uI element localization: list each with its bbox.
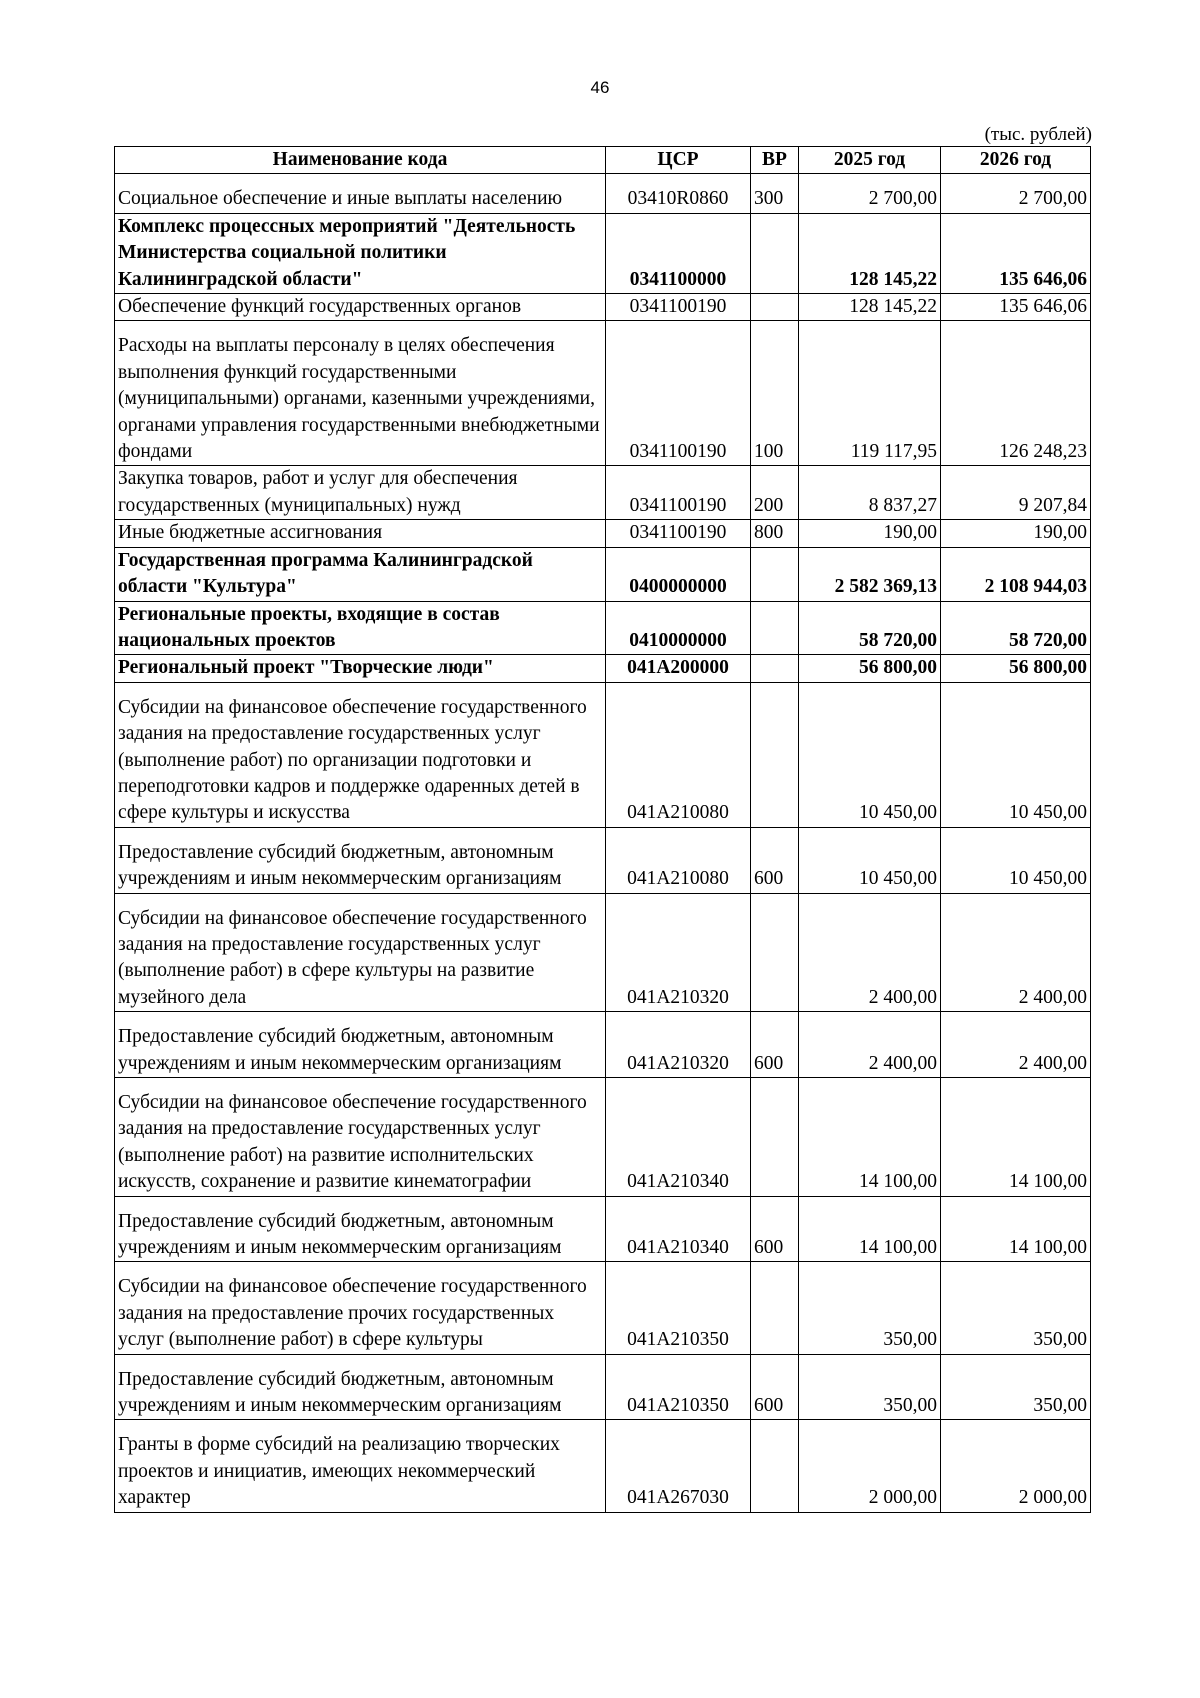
row-value-2026: 135 646,06 (941, 213, 1091, 293)
row-vr (751, 1262, 799, 1354)
row-value-2025: 128 145,22 (799, 213, 941, 293)
row-value-2026: 135 646,06 (941, 294, 1091, 321)
row-value-2025: 2 700,00 (799, 174, 941, 213)
row-csr: 041А210340 (606, 1196, 751, 1262)
row-value-2026: 2 700,00 (941, 174, 1091, 213)
row-name: Социальное обеспечение и иные выплаты населению (115, 174, 606, 213)
row-vr: 600 (751, 1354, 799, 1420)
table-row (115, 1196, 1091, 1262)
page-number: 46 (590, 78, 610, 97)
table-row (115, 1012, 1091, 1078)
table-row (115, 520, 1091, 547)
col-header-vr: ВР (751, 147, 799, 174)
row-csr: 041А210350 (606, 1262, 751, 1354)
table-row (115, 466, 1091, 520)
row-name: Закупка товаров, работ и услуг для обеспечения государственных (муниципальных) нужд (115, 466, 606, 520)
table-row (115, 321, 1091, 466)
table-row (115, 682, 1091, 827)
row-value-2026: 2 000,00 (941, 1420, 1091, 1512)
row-vr: 200 (751, 466, 799, 520)
row-csr: 041А200000 (606, 655, 751, 682)
row-vr (751, 1420, 799, 1512)
row-value-2026: 56 800,00 (941, 655, 1091, 682)
units-note: (тыс. рублей) (984, 124, 1092, 145)
row-name: Государственная программа Калининградской области "Культура" (115, 547, 606, 601)
row-vr (751, 893, 799, 1012)
table-row (115, 294, 1091, 321)
row-csr: 041А210080 (606, 682, 751, 827)
row-value-2025: 128 145,22 (799, 294, 941, 321)
row-name: Иные бюджетные ассигнования (115, 520, 606, 547)
row-value-2025: 2 000,00 (799, 1420, 941, 1512)
row-value-2025: 2 400,00 (799, 1012, 941, 1078)
row-vr (751, 1078, 799, 1197)
row-value-2026: 10 450,00 (941, 682, 1091, 827)
row-csr: 0341100190 (606, 321, 751, 466)
row-value-2025: 10 450,00 (799, 682, 941, 827)
row-csr: 0341100000 (606, 213, 751, 293)
row-name: Региональный проект "Творческие люди" (115, 655, 606, 682)
budget-table (114, 146, 1091, 1513)
table-row (115, 655, 1091, 682)
table-row (115, 827, 1091, 893)
row-vr (751, 682, 799, 827)
table-header-row (115, 147, 1091, 174)
row-vr (751, 601, 799, 655)
row-name: Субсидии на финансовое обеспечение государственного задания на предоставление государственных услуг (выполнение работ) по организации подготовки и переподготовки кадров и поддержке одаренных детей в сфере культуры и искусства (115, 682, 606, 827)
row-name: Предоставление субсидий бюджетным, автономным учреждениям и иным некоммерческим организациям (115, 1196, 606, 1262)
row-name: Субсидии на финансовое обеспечение государственного задания на предоставление государственных услуг (выполнение работ) в сфере культуры на развитие музейного дела (115, 893, 606, 1012)
row-value-2026: 2 400,00 (941, 893, 1091, 1012)
row-name: Предоставление субсидий бюджетным, автономным учреждениям и иным некоммерческим организациям (115, 1354, 606, 1420)
row-name: Обеспечение функций государственных органов (115, 294, 606, 321)
row-name: Предоставление субсидий бюджетным, автономным учреждениям и иным некоммерческим организациям (115, 1012, 606, 1078)
row-csr: 0341100190 (606, 520, 751, 547)
row-value-2025: 350,00 (799, 1262, 941, 1354)
row-name: Субсидии на финансовое обеспечение государственного задания на предоставление прочих государственных услуг (выполнение работ) в сфере культуры (115, 1262, 606, 1354)
row-value-2025: 350,00 (799, 1354, 941, 1420)
row-value-2026: 10 450,00 (941, 827, 1091, 893)
row-csr: 041А210320 (606, 893, 751, 1012)
row-value-2025: 14 100,00 (799, 1196, 941, 1262)
row-vr: 600 (751, 1196, 799, 1262)
row-vr: 800 (751, 520, 799, 547)
table-row (115, 1420, 1091, 1512)
row-vr: 600 (751, 827, 799, 893)
table-row (115, 1262, 1091, 1354)
col-header-2025: 2025 год (799, 147, 941, 174)
row-vr: 300 (751, 174, 799, 213)
row-value-2025: 10 450,00 (799, 827, 941, 893)
row-value-2026: 2 400,00 (941, 1012, 1091, 1078)
row-value-2026: 350,00 (941, 1262, 1091, 1354)
row-name: Комплекс процессных мероприятий "Деятельность Министерства социальной политики Калининградской области" (115, 213, 606, 293)
row-value-2026: 14 100,00 (941, 1078, 1091, 1197)
row-value-2026: 9 207,84 (941, 466, 1091, 520)
row-csr: 0341100190 (606, 466, 751, 520)
row-vr: 100 (751, 321, 799, 466)
row-vr (751, 213, 799, 293)
row-value-2025: 2 400,00 (799, 893, 941, 1012)
row-csr: 041А210320 (606, 1012, 751, 1078)
row-csr: 0400000000 (606, 547, 751, 601)
row-vr (751, 655, 799, 682)
row-value-2025: 2 582 369,13 (799, 547, 941, 601)
row-value-2026: 58 720,00 (941, 601, 1091, 655)
table-row (115, 1078, 1091, 1197)
col-header-csr: ЦСР (606, 147, 751, 174)
row-value-2026: 350,00 (941, 1354, 1091, 1420)
row-csr: 0341100190 (606, 294, 751, 321)
table-row (115, 547, 1091, 601)
row-value-2025: 119 117,95 (799, 321, 941, 466)
row-name: Расходы на выплаты персоналу в целях обеспечения выполнения функций государственными (муниципальными) органами, казенными учреждениями, органами управления государственными внебюджетными фондами (115, 321, 606, 466)
row-vr (751, 294, 799, 321)
table-row (115, 213, 1091, 293)
row-name: Предоставление субсидий бюджетным, автономным учреждениям и иным некоммерческим организациям (115, 827, 606, 893)
row-name: Субсидии на финансовое обеспечение государственного задания на предоставление государственных услуг (выполнение работ) на развитие исполнительских искусств, сохранение и развитие кинематографии (115, 1078, 606, 1197)
row-csr: 041А210340 (606, 1078, 751, 1197)
row-vr: 600 (751, 1012, 799, 1078)
row-name: Региональные проекты, входящие в состав национальных проектов (115, 601, 606, 655)
row-csr: 041А210350 (606, 1354, 751, 1420)
row-name: Гранты в форме субсидий на реализацию творческих проектов и инициатив, имеющих некоммерческий характер (115, 1420, 606, 1512)
row-value-2025: 58 720,00 (799, 601, 941, 655)
col-header-2026: 2026 год (941, 147, 1091, 174)
row-vr (751, 547, 799, 601)
row-value-2025: 8 837,27 (799, 466, 941, 520)
table-row (115, 174, 1091, 213)
row-value-2025: 14 100,00 (799, 1078, 941, 1197)
row-value-2026: 14 100,00 (941, 1196, 1091, 1262)
row-csr: 03410R0860 (606, 174, 751, 213)
row-value-2025: 56 800,00 (799, 655, 941, 682)
row-csr: 0410000000 (606, 601, 751, 655)
row-value-2026: 2 108 944,03 (941, 547, 1091, 601)
table-body (115, 174, 1091, 1512)
row-value-2026: 190,00 (941, 520, 1091, 547)
table-row (115, 601, 1091, 655)
row-value-2026: 126 248,23 (941, 321, 1091, 466)
row-csr: 041А267030 (606, 1420, 751, 1512)
col-header-name: Наименование кода (115, 147, 606, 174)
row-value-2025: 190,00 (799, 520, 941, 547)
row-csr: 041А210080 (606, 827, 751, 893)
table-row (115, 893, 1091, 1012)
table-row (115, 1354, 1091, 1420)
